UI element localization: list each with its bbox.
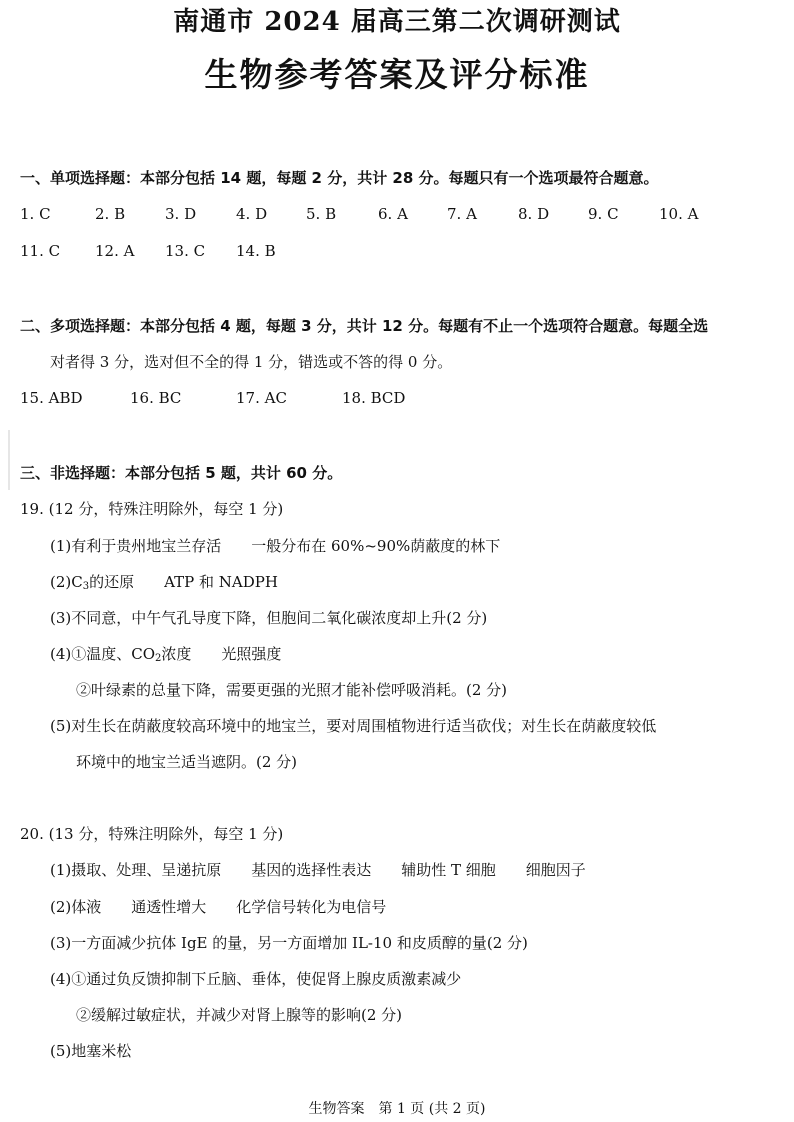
q19-answer-3: (3)不同意，中午气孔导度下降，但胞间二氧化碳浓度却上升(2 分) <box>50 609 488 627</box>
q19-answer-2: $(2)C_3$的还原 ATP 和 NADPH <box>50 573 278 592</box>
answer-item: 18. BCD <box>342 389 406 407</box>
answer-item: 12. A <box>95 242 135 260</box>
page-edge-mark <box>8 430 10 490</box>
section2-heading-line2: 对者得 3 分，选对但不全的得 1 分，错选或不答的得 0 分。 <box>50 353 453 371</box>
section2-heading-line1: 二、多项选择题：本部分包括 4 题，每题 3 分，共计 12 分。每题有不止一个选项符合题意。每题全选 <box>20 317 709 335</box>
answer-item: 17. AC <box>236 389 287 407</box>
answer-item: 2. B <box>95 205 126 223</box>
answer-item: 10. A <box>659 205 699 223</box>
answer-item: 11. C <box>20 242 61 260</box>
q20-answer-2: (2)体液 通透性增大 化学信号转化为电信号 <box>50 898 387 916</box>
answer-item: 15. ABD <box>20 389 83 407</box>
document-title: 南通市 2024 届高三第二次调研测试 <box>173 7 621 37</box>
answer-item: 4. D <box>236 205 268 223</box>
q20-answer-4a: (4)①通过负反馈抑制下丘脑、垂体，使促肾上腺皮质激素减少 <box>50 970 462 988</box>
q20-header: 20. (13 分，特殊注明除外，每空 1 分) <box>20 825 284 843</box>
answer-item: 16. BC <box>130 389 182 407</box>
document-subtitle: 生物参考答案及评分标准 <box>204 55 590 94</box>
q19-answer-5b: 环境中的地宝兰适当遮阴。(2 分) <box>76 753 298 771</box>
q20-answer-5: (5)地塞米松 <box>50 1042 132 1060</box>
q20-answer-4b: ②缓解过敏症状，并减少对肾上腺等的影响(2 分) <box>76 1006 403 1024</box>
section3-heading: 三、非选择题：本部分包括 5 题，共计 60 分。 <box>20 464 343 482</box>
answer-item: 6. A <box>378 205 408 223</box>
q19-answer-1: (1)有利于贵州地宝兰存活 一般分布在 60%~90%荫蔽度的林下 <box>50 537 501 555</box>
q19-answer-4a: (4)①温度、$CO_2$浓度 光照强度 <box>50 645 282 664</box>
answer-item: 8. D <box>518 205 550 223</box>
answer-item: 3. D <box>165 205 197 223</box>
answer-item: 1. C <box>20 205 51 223</box>
answer-item: 14. B <box>236 242 276 260</box>
answer-item: 9. C <box>588 205 619 223</box>
q19-answer-5a: (5)对生长在荫蔽度较高环境中的地宝兰，要对周围植物进行适当砍伐；对生长在荫蔽度较低 <box>50 717 657 735</box>
answer-item: 13. C <box>165 242 206 260</box>
page-footer: 生物答案 第 1 页 (共 2 页) <box>308 1101 486 1117</box>
answer-item: 5. B <box>306 205 337 223</box>
q20-answer-3: (3)一方面减少抗体 IgE 的量，另一方面增加 IL-10 和皮质醇的量(2 分) <box>50 934 528 952</box>
answer-item: 7. A <box>447 205 477 223</box>
q19-answer-4b: ②叶绿素的总量下降，需要更强的光照才能补偿呼吸消耗。(2 分) <box>76 681 508 699</box>
section1-heading: 一、单项选择题：本部分包括 14 题，每题 2 分，共计 28 分。每题只有一个选项最符合题意。 <box>20 169 659 187</box>
q20-answer-1: (1)摄取、处理、呈递抗原 基因的选择性表达 辅助性 T 细胞 细胞因子 <box>50 861 586 879</box>
q19-header: 19. (12 分，特殊注明除外，每空 1 分) <box>20 500 284 518</box>
